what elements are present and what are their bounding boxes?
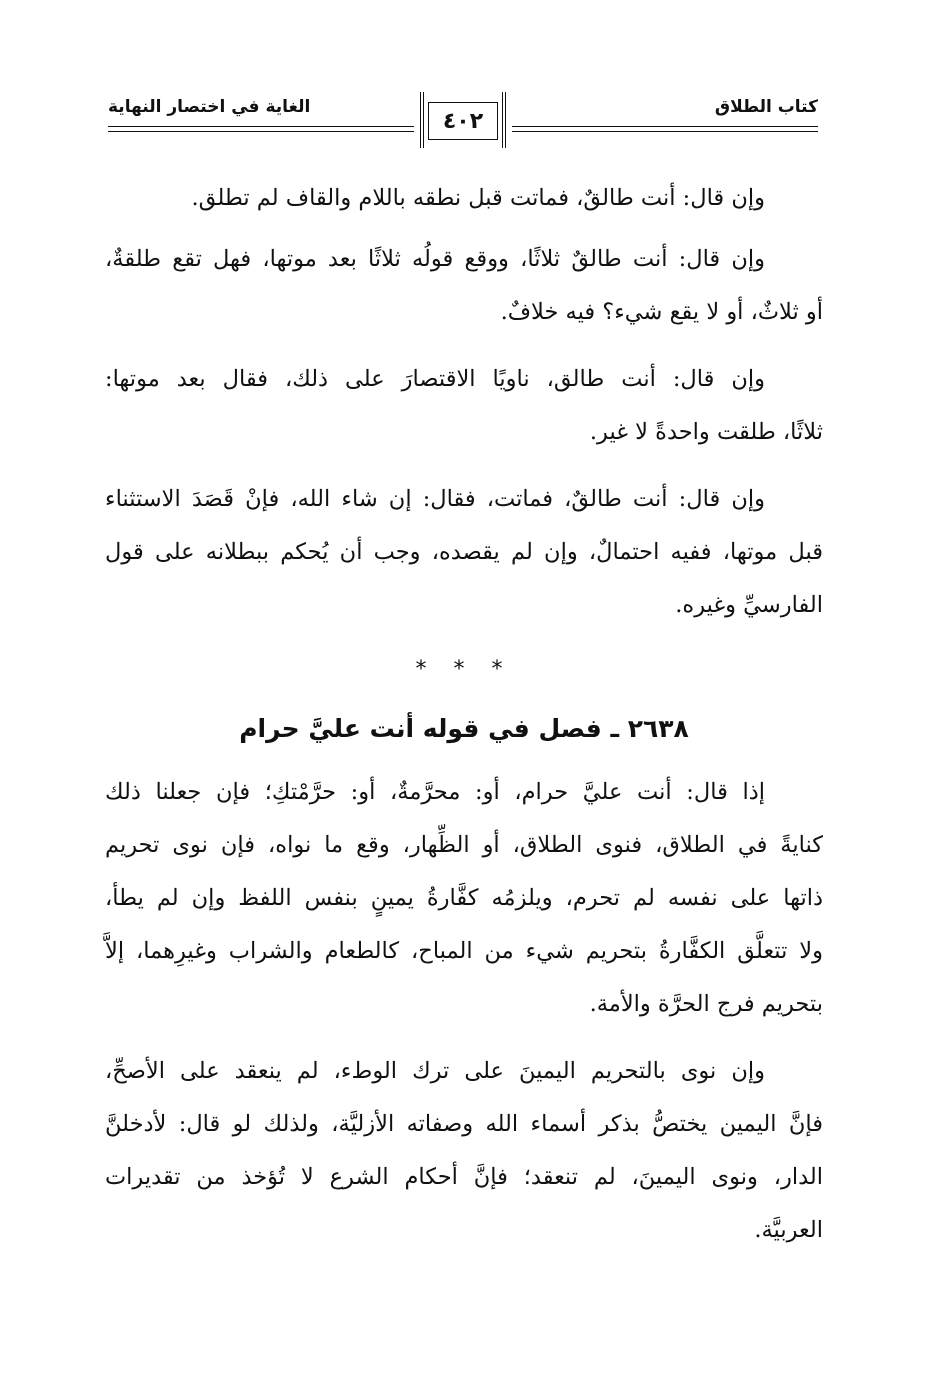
text-line: العربيَّة. [754, 1217, 823, 1243]
paragraph [105, 172, 823, 225]
paragraph [105, 766, 823, 1031]
running-header [108, 92, 818, 152]
paragraph [105, 1045, 823, 1257]
section-heading: ٢٦٣٨ ـ فصل في قوله أنت عليَّ حرام [239, 714, 689, 743]
text-line: بتحريم فرج الحرَّة والأمة. [589, 991, 823, 1017]
text-line: وإن قال: أنت طالق، ناويًا الاقتصارَ على ذلك، فقال بعد موتها: [105, 366, 765, 392]
text-line: فإنَّ اليمين يختصُّ بذكر أسماء الله وصفاته الأزليَّة، ولذلك لو قال: لأدخلنَّ [105, 1111, 823, 1137]
text-line: ولا تتعلَّق الكفَّارةُ بتحريم شيء من المباح، كالطعام والشراب وغيرِهما، إلاَّ [105, 938, 823, 964]
text-line: قبل موتها، ففيه احتمالٌ، وإن لم يقصده، وجب أن يُحكم ببطلانه على قول [105, 539, 823, 565]
header-rule-right [512, 126, 818, 127]
text-line: أو ثلاثٌ، أو لا يقع شيء؟ فيه خلافٌ. [500, 299, 823, 325]
page-number-inner-frame [428, 102, 498, 140]
text-line: وإن نوى بالتحريم اليمينَ على ترك الوطء، لم ينعقد على الأصحِّ، [105, 1058, 765, 1084]
page-number-frame [420, 92, 506, 148]
header-rule-left-secondary [108, 131, 414, 132]
header-rule-left [108, 126, 414, 127]
text-line: كنايةً في الطلاق، فنوى الطلاق، أو الظِّهار، وقع ما نواه، فإن نوى تحريم [105, 832, 823, 858]
text-line: وإن قال: أنت طالقٌ ثلاثًا، ووقع قولُه ثلاثًا بعد موتها، فهل تقع طلقةٌ، [105, 246, 765, 272]
work-title: الغاية في اختصار النهاية [108, 97, 311, 117]
header-rule-right-secondary [512, 131, 818, 132]
page-number: ٤٠٢ [442, 108, 484, 134]
text-line: ذاتها على نفسه لم تحرم، ويلزمُه كفَّارةُ يمينٍ بنفس اللفظ وإن لم يطأ، [105, 885, 823, 911]
text-line: وإن قال: أنت طالقٌ، فماتت، فقال: إن شاء الله، فإنْ قَصَدَ الاستثناء [105, 486, 765, 512]
text-line: إذا قال: أنت عليَّ حرام، أو: محرَّمةٌ، أو: حرَّمْتكِ؛ فإن جعلنا ذلك [105, 779, 765, 805]
text-line: الدار، ونوى اليمينَ، لم تنعقد؛ فإنَّ أحكام الشرع لا تُؤخذ من تقديرات [105, 1164, 823, 1190]
paragraph [105, 353, 823, 459]
paragraph [105, 233, 823, 339]
text-line: ثلاثًا، طلقت واحدةً لا غير. [589, 419, 823, 445]
section-separator: * * * [415, 657, 513, 682]
paragraph [105, 473, 823, 632]
text-line: وإن قال: أنت طالقٌ، فماتت قبل نطقه باللام والقاف لم تطلق. [191, 185, 765, 211]
text-line: الفارسيِّ وغيره. [675, 592, 823, 618]
page-body [105, 172, 823, 1257]
book-title: كتاب الطلاق [714, 97, 818, 117]
